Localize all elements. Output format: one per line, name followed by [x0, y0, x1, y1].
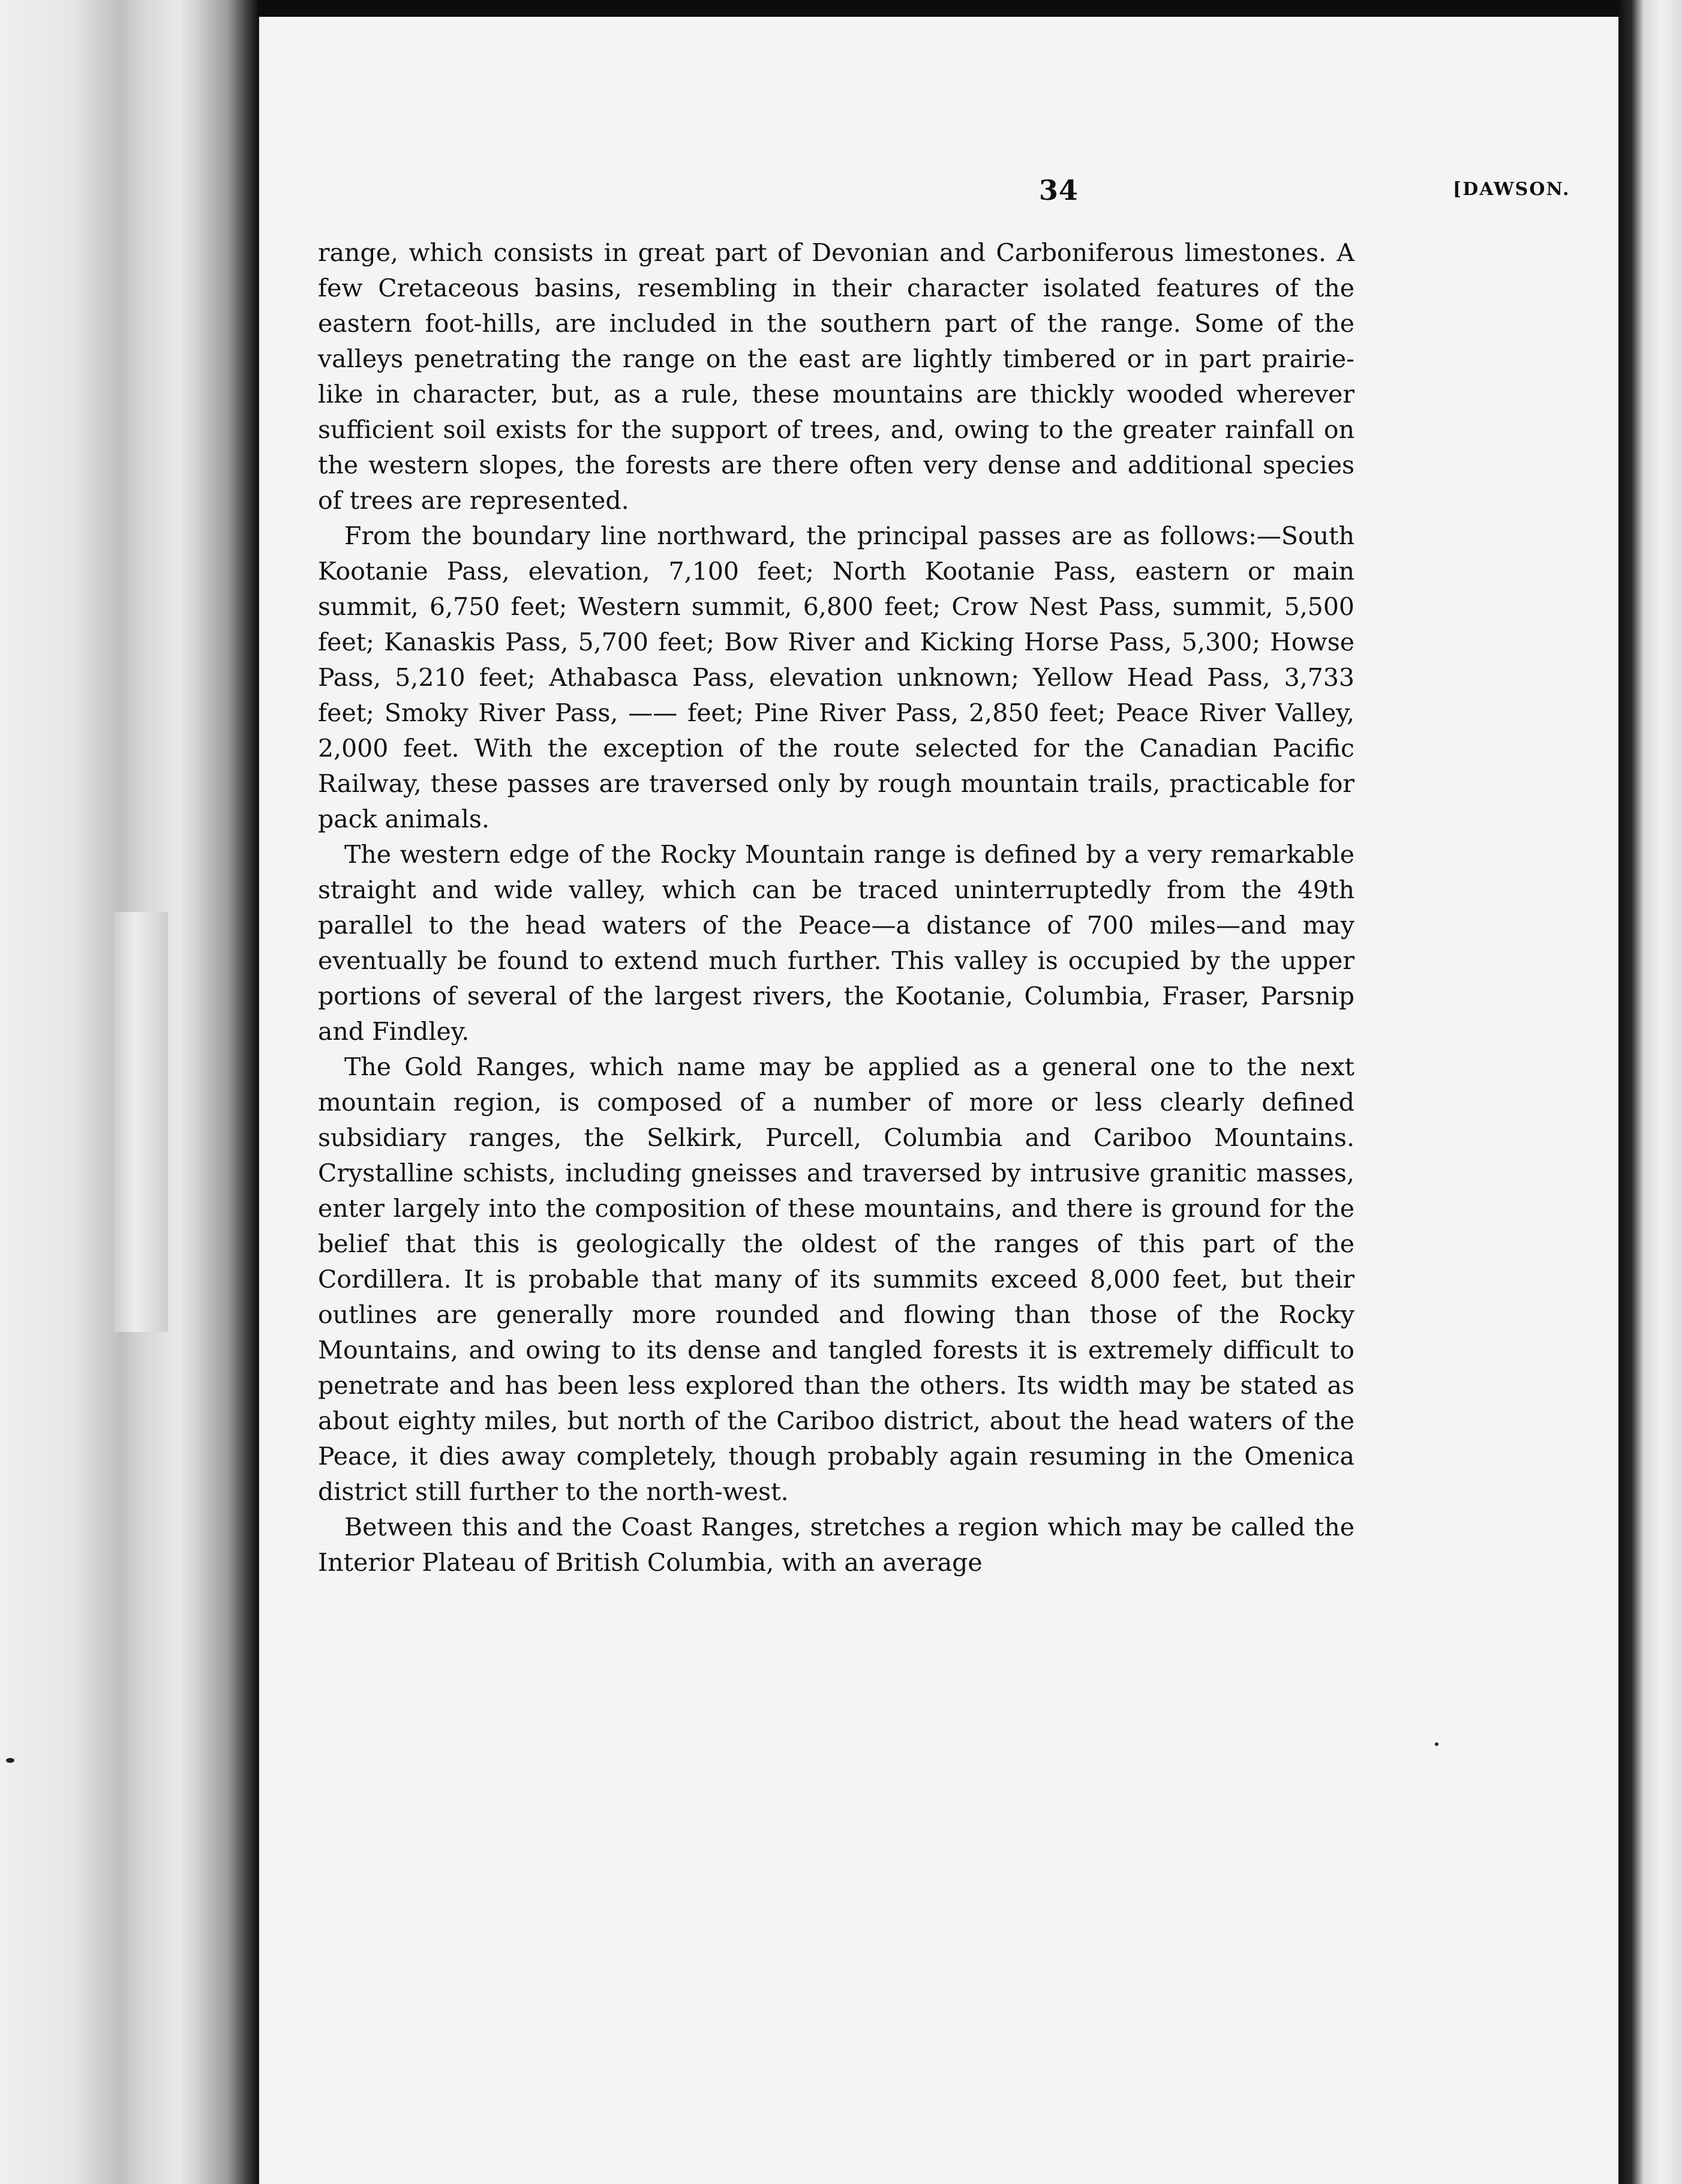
paragraph-western-edge: The western edge of the Rocky Mountain range is defined by a very remarkable straight and wide valley, which can be traced uninterruptedly from the 49th parallel to the head waters of the Peace—a distance of 700 miles—and may eventually be found to extend much further. This valley is occupied by the upper portions of several of the largest rivers, the Kootanie, Columbia, Fraser, Parsnip and Findley.	[318, 840, 1354, 1046]
scan-speck	[6, 1758, 14, 1763]
scan-binding-edge	[0, 0, 258, 2184]
paragraph-gold-ranges: The Gold Ranges, which name may be applied as a general one to the next mountain region, is composed of a number of more or less clearly defined subsidiary ranges, the Selkirk, Purcell, Columbia and Cariboo Mountains. Crystalline schists, including gneisses and traversed by intrusive granitic masses, enter largely into the composition of these mountains, and there is ground for the belief that this is geologically the oldest of the ranges of this part of the Cordillera. It is probable that many of its summits exceed 8,000 feet, but their outlines are generally more rounded and flowing than those of the Rocky Mountains, and owing to its dense and tangled forests it is extremely difficult to penetrate and has been less explored than the others. Its width may be stated as about eighty miles, but north of the Cariboo district, about the head waters of the Peace, it dies away completely, though probably again resuming in the Omenica district still further to the north-west.	[318, 1052, 1354, 1506]
page-header	[259, 174, 1618, 222]
page-number: 34	[1039, 174, 1079, 206]
scan-right-edge	[1620, 0, 1682, 2184]
paragraph-interior-plateau: Between this and the Coast Ranges, stretches a region which may be called the Interior Plateau of British Columbia, with an average	[318, 1513, 1354, 1577]
body-text	[318, 235, 1354, 1580]
scan-top-edge	[258, 0, 1620, 18]
scan-speck	[1435, 1742, 1438, 1746]
paragraph-passes: From the boundary line northward, the principal passes are as follows:—South Kootanie Pass, elevation, 7,100 feet; North Kootanie Pass, eastern or main summit, 6,750 feet; Western summit, 6,800 feet; Crow Nest Pass, summit, 5,500 feet; Kanaskis Pass, 5,700 feet; Bow River and Kicking Horse Pass, 5,300; Howse Pass, 5,210 feet; Athabasca Pass, elevation unknown; Yellow Head Pass, 3,733 feet; Smoky River Pass, —— feet; Pine River Pass, 2,850 feet; Peace River Valley, 2,000 feet. With the exception of the route selected for the Canadian Pacific Railway, these passes are traversed only by rough mountain trails, practicable for pack animals.	[318, 521, 1354, 833]
running-head: [DAWSON.	[1453, 179, 1570, 200]
paragraph-continued: range, which consists in great part of Devonian and Carboniferous limestones. A few Cretaceous basins, resembling in their character isolated features of the eastern foot-hills, are included in the southern part of the range. Some of the valleys penetrating the range on the east are lightly timbered or in part prairie-like in character, but, as a rule, these mountains are thickly wooded wherever sufficient soil exists for the support of trees, and, owing to the greater rainfall on the western slopes, the forests are there often very dense and additional species of trees are represented.	[318, 238, 1354, 515]
